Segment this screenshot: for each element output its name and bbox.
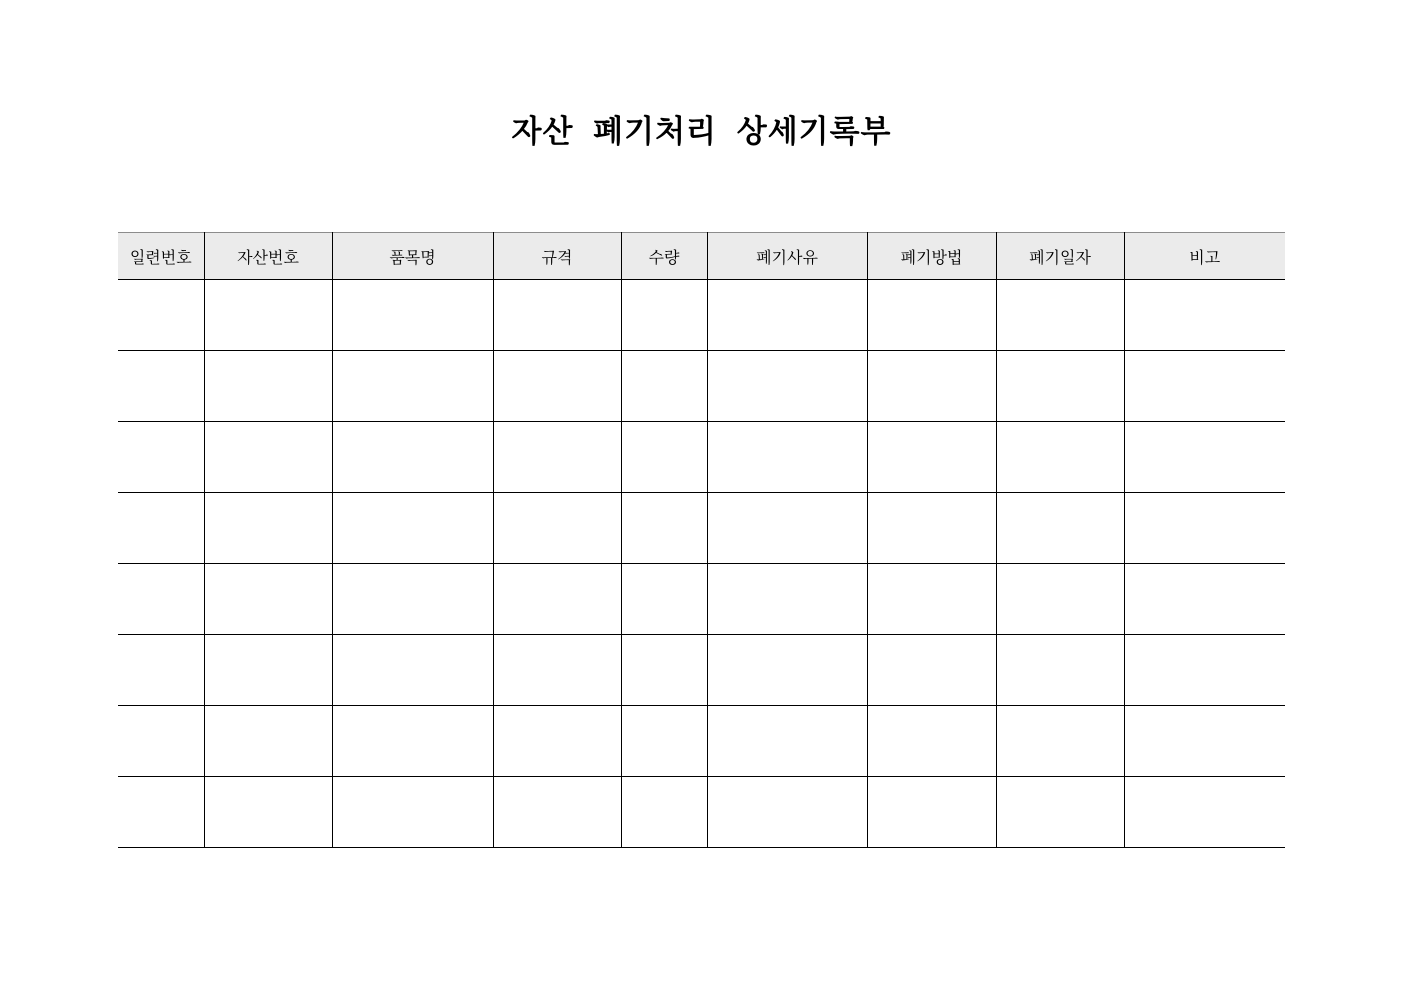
table-cell xyxy=(621,564,707,635)
table-cell xyxy=(493,422,621,493)
table-cell xyxy=(996,493,1124,564)
table-cell xyxy=(118,351,204,422)
column-header-item-name: 품목명 xyxy=(332,233,493,280)
table-cell xyxy=(204,777,332,848)
table-cell xyxy=(996,564,1124,635)
table-cell xyxy=(996,777,1124,848)
column-header-serial-number: 일련번호 xyxy=(118,233,204,280)
table-cell xyxy=(204,351,332,422)
table-cell xyxy=(621,635,707,706)
column-header-specification: 규격 xyxy=(493,233,621,280)
column-header-disposal-reason: 폐기사유 xyxy=(707,233,867,280)
table-cell xyxy=(867,422,996,493)
table-cell xyxy=(996,635,1124,706)
column-header-disposal-method: 폐기방법 xyxy=(867,233,996,280)
table-cell xyxy=(1124,351,1285,422)
page-title: 자산 폐기처리 상세기록부 xyxy=(511,114,892,150)
table-cell xyxy=(204,564,332,635)
table-cell xyxy=(996,280,1124,351)
table-cell xyxy=(1124,706,1285,777)
table-cell xyxy=(867,351,996,422)
column-header-asset-number: 자산번호 xyxy=(204,233,332,280)
table-cell xyxy=(867,777,996,848)
table-cell xyxy=(332,564,493,635)
table-cell xyxy=(1124,280,1285,351)
table-row xyxy=(118,706,1285,777)
table-row xyxy=(118,493,1285,564)
table-cell xyxy=(621,493,707,564)
table-cell xyxy=(118,280,204,351)
table-row xyxy=(118,422,1285,493)
table-cell xyxy=(707,351,867,422)
table-row xyxy=(118,777,1285,848)
table-cell xyxy=(621,706,707,777)
table-cell xyxy=(118,564,204,635)
table-cell xyxy=(621,280,707,351)
table-cell xyxy=(867,635,996,706)
table-cell xyxy=(493,564,621,635)
disposal-record-table xyxy=(118,232,1285,848)
table-cell xyxy=(707,280,867,351)
table-cell xyxy=(332,706,493,777)
table-cell xyxy=(1124,422,1285,493)
table-row xyxy=(118,635,1285,706)
table-cell xyxy=(332,280,493,351)
table-cell xyxy=(707,564,867,635)
table-cell xyxy=(621,777,707,848)
table-cell xyxy=(867,280,996,351)
table-cell xyxy=(707,635,867,706)
column-header-disposal-date: 폐기일자 xyxy=(996,233,1124,280)
table-cell xyxy=(996,422,1124,493)
table-cell xyxy=(867,564,996,635)
table-cell xyxy=(204,706,332,777)
table-header-row xyxy=(118,233,1285,280)
table-cell xyxy=(1124,635,1285,706)
table-cell xyxy=(204,635,332,706)
table-cell xyxy=(996,351,1124,422)
table-cell xyxy=(621,422,707,493)
table-cell xyxy=(1124,777,1285,848)
table-cell xyxy=(493,351,621,422)
table-cell xyxy=(1124,564,1285,635)
table-cell xyxy=(332,351,493,422)
table-cell xyxy=(707,706,867,777)
table-cell xyxy=(332,777,493,848)
table-cell xyxy=(118,777,204,848)
column-header-remarks: 비고 xyxy=(1124,233,1285,280)
table-cell xyxy=(118,493,204,564)
table-cell xyxy=(204,280,332,351)
table-cell xyxy=(707,777,867,848)
table-cell xyxy=(867,706,996,777)
table-row xyxy=(118,564,1285,635)
table-cell xyxy=(707,493,867,564)
table-cell xyxy=(493,777,621,848)
column-header-quantity: 수량 xyxy=(621,233,707,280)
table-cell xyxy=(493,493,621,564)
table-cell xyxy=(204,493,332,564)
table-cell xyxy=(867,493,996,564)
table-cell xyxy=(1124,493,1285,564)
table-cell xyxy=(707,422,867,493)
table-row xyxy=(118,280,1285,351)
table-cell xyxy=(493,280,621,351)
table-cell xyxy=(621,351,707,422)
table-cell xyxy=(332,635,493,706)
table-cell xyxy=(332,422,493,493)
table-cell xyxy=(332,493,493,564)
table-cell xyxy=(118,635,204,706)
table-cell xyxy=(118,706,204,777)
table-cell xyxy=(996,706,1124,777)
table-cell xyxy=(493,635,621,706)
table-cell xyxy=(204,422,332,493)
table-cell xyxy=(493,706,621,777)
table-cell xyxy=(118,422,204,493)
table-row xyxy=(118,351,1285,422)
